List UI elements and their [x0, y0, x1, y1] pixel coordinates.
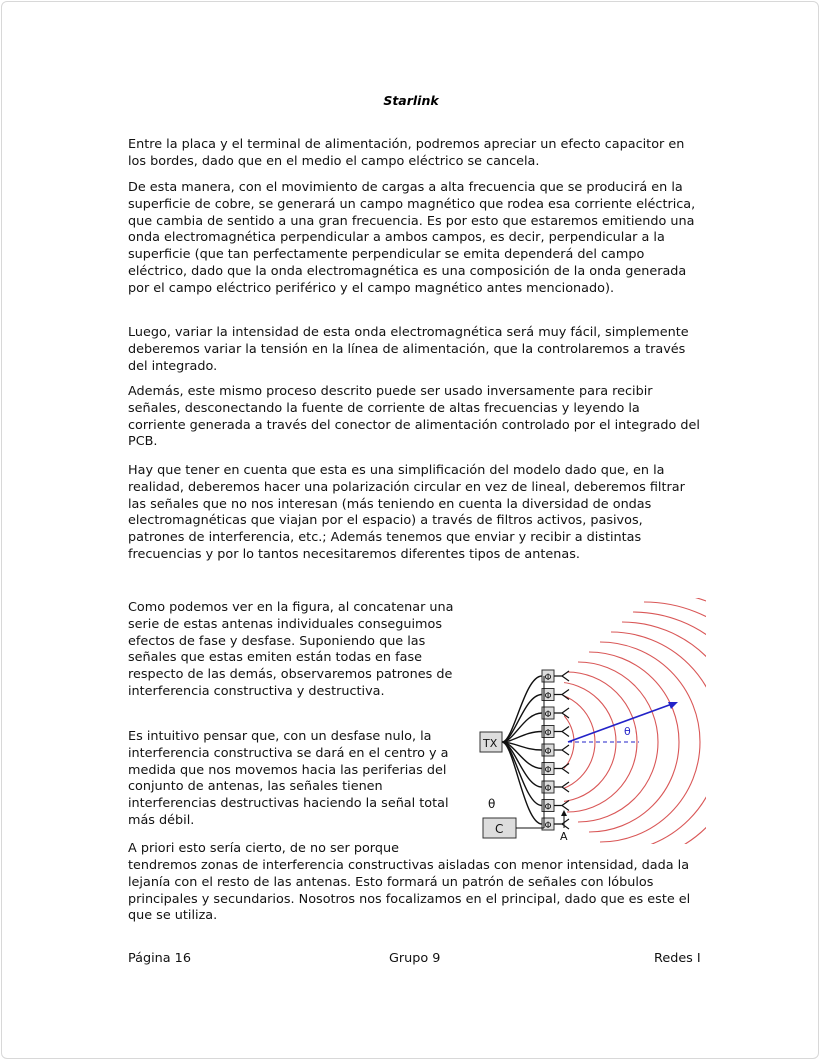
footer-page-number: Página 16 [128, 951, 191, 966]
phase-symbol: Φ [544, 747, 552, 757]
paragraph-3: Luego, variar la intensidad de esta onda electromagnética será muy fácil, simplemente deberemos variar la tensión en la línea de alimentación, que la controlaremos a través del integrado. [128, 325, 689, 374]
wavefront-arc [611, 632, 706, 844]
phase-symbol: Φ [544, 765, 552, 776]
paragraph-2: De esta manera, con el movimiento de cargas a alta frecuencia que se producirá en la superficie de cobre, se generará un campo magnético que rodea esa corriente eléctrica, que cambia de sentido a una gran frecuencia. Es por esto que estaremos emitiendo una onda electromagnética perpendicular a ambos campos, es decir, perpendicular a la superficie (que tan perfectamente perpendicular se emita dependerá del campo eléctrico, dado que la onda electromagnética es una composición de la onda generada por el campo eléctrico periférico y el campo magnético antes mencionado). [128, 180, 696, 296]
array-label: A [560, 830, 568, 843]
phase-symbol: Φ [544, 802, 552, 813]
figure-paragraph-3-line-1: A priori esto sería cierto, de no ser porque [128, 841, 399, 856]
figure-paragraph-3-rest: tendremos zonas de interferencia constructivas aisladas con menor intensidad, dada la lejanía con el resto de las antenas. Esto formará un patrón de señales con lóbulos principales y secundarios. Nosotros nos focalizamos en el principal, dado que es este el que se utiliza. [128, 858, 691, 924]
phase-symbol: Φ [544, 691, 552, 702]
figure-paragraph-1: Como podemos ver en la figura, al concatenar una serie de estas antenas individuales conseguimos efectos de fase y desfase. Suponiendo que las señales que estas emiten están todas en fase respecto de las demás, observaremos patrones de interferencia constructiva y destructiva. [128, 600, 454, 699]
wavefront-arc [600, 642, 700, 842]
footer-course: Redes I [654, 951, 701, 966]
figure-paragraph-2: Es intuitivo pensar que, con un desfase nulo, la interferencia constructiva se dará en el centro y a medida que nos movemos hacia las periferias del conjunto de antenas, las señales tienen interferencias destructivas haciendo la señal total más débil. [128, 729, 449, 828]
beam-arrowhead [668, 702, 678, 709]
phase-symbol: Φ [544, 728, 552, 739]
phase-symbol: Φ [544, 821, 552, 831]
phased-array-figure [474, 598, 706, 844]
wavefront-arcs [474, 598, 706, 844]
phase-symbol: Φ [544, 710, 552, 720]
paragraph-5: Hay que tener en cuenta que esta es una simplificación del modelo dado que, en la realidad, deberemos hacer una polarización circular en vez de lineal, deberemos filtrar las señales que no nos interesan (más teniendo en cuenta la diversidad de ondas electromagnéticas que viajan por el espacio) a través de filtros activos, pasivos, patrones de interferencia, etc.; Además tenemos que enviar y recibir a distintas frecuencias y por lo tantos necesitaremos diferentes tipos de antenas. [128, 463, 685, 562]
wavefront-arc [655, 598, 706, 844]
paragraph-1: Entre la placa y el terminal de alimentación, podremos apreciar un efecto capacitor en los bordes, dado que en el medio el campo eléctrico se cancela. [128, 137, 685, 169]
phase-symbol: Φ [544, 784, 552, 794]
controller-label: C [495, 822, 504, 836]
footer-group: Grupo 9 [389, 951, 441, 966]
paragraph-4: Además, este mismo proceso descrito puede ser usado inversamente para recibir señales, desconectando la fuente de corriente de altas frecuencias y leyendo la corriente generada a través del conector de alimentación controlado por el integrado del PCB. [128, 384, 700, 450]
wavefront-arc [622, 622, 706, 844]
phase-symbol: Φ [544, 673, 552, 683]
beam-angle-label: θ [624, 725, 631, 738]
theta-label: θ [488, 797, 496, 811]
tx-label: TX [483, 737, 498, 750]
page-header-title: Starlink [383, 93, 439, 108]
